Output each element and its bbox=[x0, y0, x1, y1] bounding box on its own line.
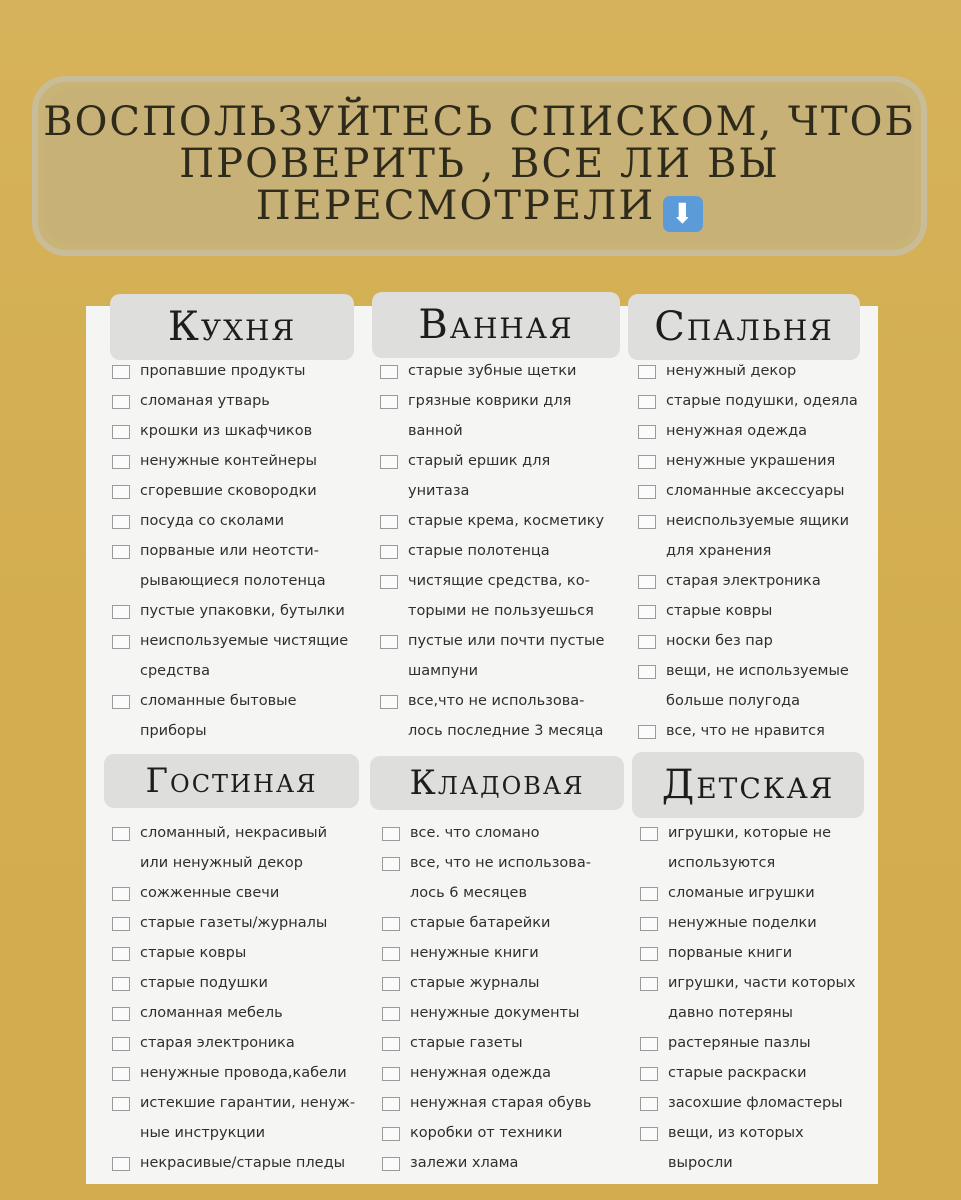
checkbox[interactable] bbox=[380, 515, 398, 529]
checklist-item-label: старые ковры bbox=[666, 603, 773, 619]
checklist-item-label: для хранения bbox=[666, 543, 772, 559]
checklist-item-label: сломанная мебель bbox=[140, 1005, 283, 1021]
checklist-item bbox=[638, 570, 878, 600]
checklist-item-label: старые ковры bbox=[140, 945, 247, 961]
kids-room-list bbox=[640, 822, 878, 1182]
down-arrow-icon: ⬇ bbox=[663, 196, 703, 232]
checklist-item-label: ненужные провода,кабели bbox=[140, 1065, 347, 1081]
checklist-item-label: неиспользуемые чистящие bbox=[140, 633, 349, 649]
section-title-kids-room: Детская bbox=[632, 752, 864, 818]
checklist-item bbox=[380, 510, 630, 540]
checkbox[interactable] bbox=[638, 515, 656, 529]
checklist-item bbox=[638, 720, 878, 750]
checkbox[interactable] bbox=[382, 947, 400, 961]
checklist-item-label: унитаза bbox=[408, 483, 470, 499]
checklist-item bbox=[640, 1152, 878, 1182]
checklist-item bbox=[638, 540, 878, 570]
checklist-item bbox=[112, 1002, 374, 1032]
checklist-item-label: сломаная утварь bbox=[140, 393, 270, 409]
checklist-item bbox=[112, 720, 372, 750]
checkbox[interactable] bbox=[112, 425, 130, 439]
checkbox[interactable] bbox=[380, 695, 398, 709]
checklist-item-label: средства bbox=[140, 663, 210, 679]
checklist-item bbox=[638, 360, 878, 390]
checklist-item-label: старые полотенца bbox=[408, 543, 550, 559]
checkbox[interactable] bbox=[112, 1007, 130, 1021]
checklist-item bbox=[640, 1002, 878, 1032]
checklist-item bbox=[112, 450, 372, 480]
checklist-item bbox=[382, 1122, 634, 1152]
checklist-item bbox=[382, 1062, 634, 1092]
indent-spacer bbox=[382, 887, 400, 901]
banner-line: ВОСПОЛЬЗУЙТЕСЬ СПИСКОМ, ЧТОБ bbox=[43, 98, 916, 145]
checklist-item-label: все, что не использова- bbox=[410, 855, 591, 871]
checklist-item-label: старые подушки, одеяла bbox=[666, 393, 858, 409]
checkbox[interactable] bbox=[382, 1157, 400, 1171]
checklist-item-label: засохшие фломастеры bbox=[668, 1095, 843, 1111]
checkbox[interactable] bbox=[638, 455, 656, 469]
checklist-item bbox=[638, 510, 878, 540]
checklist-item-label: вещи, не используемые bbox=[666, 663, 849, 679]
checklist-item bbox=[638, 660, 878, 690]
checklist-item bbox=[112, 690, 372, 720]
checklist-item bbox=[638, 390, 878, 420]
checklist-item bbox=[112, 390, 372, 420]
checklist-item-label: ненужные украшения bbox=[666, 453, 836, 469]
checklist-item-label: пропавшие продукты bbox=[140, 363, 306, 379]
checkbox[interactable] bbox=[112, 695, 130, 709]
checklist-item-label: больше полугода bbox=[666, 693, 801, 709]
checklist-item bbox=[640, 882, 878, 912]
checklist-item bbox=[640, 912, 878, 942]
checklist-item bbox=[112, 540, 372, 570]
checklist-item-label: пустые упаковки, бутылки bbox=[140, 603, 345, 619]
checklist-item-label: носки без пар bbox=[666, 633, 773, 649]
checklist-item-label: растеряные пазлы bbox=[668, 1035, 811, 1051]
checklist-item bbox=[112, 852, 374, 882]
checkbox[interactable] bbox=[112, 485, 130, 499]
checklist-item-label: старые батарейки bbox=[410, 915, 551, 931]
indent-spacer bbox=[640, 1007, 658, 1021]
checklist-item-label: используются bbox=[668, 855, 776, 871]
checklist-item bbox=[380, 420, 630, 450]
checklist-item-label: старая электроника bbox=[140, 1035, 295, 1051]
checkbox[interactable] bbox=[640, 827, 658, 841]
checklist-item bbox=[112, 1062, 374, 1092]
section-title-bedroom: Спальня bbox=[628, 294, 860, 360]
checkbox[interactable] bbox=[638, 725, 656, 739]
checklist-item-label: посуда со сколами bbox=[140, 513, 284, 529]
checkbox[interactable] bbox=[382, 1067, 400, 1081]
indent-spacer bbox=[380, 485, 398, 499]
checklist-item bbox=[382, 942, 634, 972]
checklist-item-label: сломанный, некрасивый bbox=[140, 825, 328, 841]
checklist-item bbox=[382, 1002, 634, 1032]
checklist-item bbox=[112, 1152, 374, 1182]
checkbox[interactable] bbox=[380, 395, 398, 409]
checklist-item bbox=[638, 630, 878, 660]
checklist-item-label: лось последние 3 месяца bbox=[408, 723, 604, 739]
checklist-item-label: торыми не пользуешься bbox=[408, 603, 594, 619]
checklist-item-label: сломанные аксессуары bbox=[666, 483, 845, 499]
checklist-item bbox=[382, 882, 634, 912]
checkbox[interactable] bbox=[112, 1097, 130, 1111]
checkbox[interactable] bbox=[380, 365, 398, 379]
checklist-item bbox=[640, 942, 878, 972]
checklist-item-label: истекшие гарантии, ненуж- bbox=[140, 1095, 356, 1111]
living-room-list bbox=[112, 822, 374, 1182]
checkbox[interactable] bbox=[638, 485, 656, 499]
checklist-item-label: ванной bbox=[408, 423, 463, 439]
checklist-item-label: лось 6 месяцев bbox=[410, 885, 527, 901]
checklist-item bbox=[112, 600, 372, 630]
checklist-item bbox=[640, 822, 878, 852]
checklist-item bbox=[638, 690, 878, 720]
checklist-item-label: ненужная одежда bbox=[410, 1065, 552, 1081]
indent-spacer bbox=[112, 725, 130, 739]
indent-spacer bbox=[112, 665, 130, 679]
checklist-item-label: старые журналы bbox=[410, 975, 540, 991]
checklist-item-label: неиспользуемые ящики bbox=[666, 513, 850, 529]
checkbox[interactable] bbox=[112, 455, 130, 469]
checklist-item bbox=[112, 972, 374, 1002]
checklist-item bbox=[640, 972, 878, 1002]
checkbox[interactable] bbox=[112, 947, 130, 961]
checklist-item bbox=[112, 420, 372, 450]
checklist-item bbox=[112, 882, 374, 912]
checklist-item-label: порваные книги bbox=[668, 945, 793, 961]
checklist-item-label: порваные или неотсти- bbox=[140, 543, 319, 559]
pantry-list bbox=[382, 822, 634, 1182]
checklist-item-label: все,что не использова- bbox=[408, 693, 585, 709]
checklist-item-label: сломанные бытовые bbox=[140, 693, 297, 709]
checklist-item bbox=[112, 912, 374, 942]
checklist-item-label: все, что не нравится bbox=[666, 723, 825, 739]
checklist-item bbox=[638, 450, 878, 480]
checkbox[interactable] bbox=[640, 887, 658, 901]
indent-spacer bbox=[640, 857, 658, 871]
checklist-item bbox=[380, 690, 630, 720]
indent-spacer bbox=[380, 665, 398, 679]
checkbox[interactable] bbox=[112, 887, 130, 901]
checklist-item-label: сожженные свечи bbox=[140, 885, 280, 901]
checkbox[interactable] bbox=[382, 1097, 400, 1111]
checkbox[interactable] bbox=[640, 1127, 658, 1141]
indent-spacer bbox=[380, 425, 398, 439]
checklist-item-label: сломаные игрушки bbox=[668, 885, 815, 901]
checklist-item bbox=[112, 942, 374, 972]
checkbox[interactable] bbox=[112, 395, 130, 409]
checklist-item-label: выросли bbox=[668, 1155, 733, 1171]
checkbox[interactable] bbox=[112, 605, 130, 619]
checklist-item bbox=[380, 540, 630, 570]
checkbox[interactable] bbox=[382, 977, 400, 991]
checklist-item bbox=[380, 630, 630, 660]
checklist-item bbox=[638, 480, 878, 510]
checkbox[interactable] bbox=[640, 947, 658, 961]
checkbox[interactable] bbox=[112, 1067, 130, 1081]
checkbox[interactable] bbox=[112, 365, 130, 379]
checklist-item bbox=[112, 822, 374, 852]
indent-spacer bbox=[380, 725, 398, 739]
checkbox[interactable] bbox=[640, 1037, 658, 1051]
checklist-item-label: ненужные поделки bbox=[668, 915, 817, 931]
checkbox[interactable] bbox=[638, 635, 656, 649]
checklist-item bbox=[382, 1152, 634, 1182]
section-title-pantry: Кладовая bbox=[370, 756, 624, 810]
indent-spacer bbox=[638, 695, 656, 709]
title-banner bbox=[32, 76, 927, 256]
checklist-item bbox=[382, 1032, 634, 1062]
checklist-item-label: старые крема, косметику bbox=[408, 513, 605, 529]
checklist-item-label: старый ершик для bbox=[408, 453, 551, 469]
indent-spacer bbox=[112, 575, 130, 589]
indent-spacer bbox=[112, 1127, 130, 1141]
checklist-item-label: давно потеряны bbox=[668, 1005, 793, 1021]
checkbox[interactable] bbox=[112, 977, 130, 991]
checklist-item-label: ненужные контейнеры bbox=[140, 453, 317, 469]
checkbox[interactable] bbox=[638, 425, 656, 439]
checklist-item-label: ненужный декор bbox=[666, 363, 797, 379]
checklist-item-label: все. что сломано bbox=[410, 825, 540, 841]
checkbox[interactable] bbox=[112, 1157, 130, 1171]
checklist-item bbox=[380, 480, 630, 510]
checkbox[interactable] bbox=[638, 365, 656, 379]
checkbox[interactable] bbox=[112, 635, 130, 649]
checklist-item-label: рывающиеся полотенца bbox=[140, 573, 326, 589]
checklist-item-label: ные инструкции bbox=[140, 1125, 266, 1141]
checkbox[interactable] bbox=[382, 1037, 400, 1051]
banner-line: ПРОВЕРИТЬ , ВСЕ ЛИ ВЫ bbox=[179, 140, 780, 187]
checklist-item bbox=[382, 1092, 634, 1122]
checklist-item bbox=[112, 510, 372, 540]
indent-spacer bbox=[640, 1157, 658, 1171]
checkbox[interactable] bbox=[638, 575, 656, 589]
checklist-item-label: старые раскраски bbox=[668, 1065, 807, 1081]
checklist-item bbox=[112, 360, 372, 390]
checklist-item bbox=[638, 420, 878, 450]
checklist-item bbox=[112, 660, 372, 690]
checklist-item bbox=[380, 450, 630, 480]
checklist-item-label: игрушки, части которых bbox=[668, 975, 856, 991]
bedroom-list bbox=[638, 360, 878, 750]
checklist-item-label: старая электроника bbox=[666, 573, 821, 589]
checklist-item-label: залежи хлама bbox=[410, 1155, 519, 1171]
banner-text bbox=[43, 98, 916, 232]
checklist-item bbox=[380, 390, 630, 420]
checklist-item bbox=[380, 570, 630, 600]
checklist-item-label: крошки из шкафчиков bbox=[140, 423, 313, 439]
banner-line: ПЕРЕСМОТРЕЛИ ⬇ bbox=[43, 185, 916, 232]
checklist-item-label: ненужная старая обувь bbox=[410, 1095, 592, 1111]
checkbox[interactable] bbox=[638, 665, 656, 679]
checklist-item bbox=[382, 852, 634, 882]
checkbox[interactable] bbox=[112, 545, 130, 559]
checklist-item-label: приборы bbox=[140, 723, 207, 739]
checkbox[interactable] bbox=[380, 455, 398, 469]
checklist-item bbox=[380, 360, 630, 390]
checklist-item bbox=[640, 1062, 878, 1092]
checkbox[interactable] bbox=[112, 917, 130, 931]
checklist-item-label: шампуни bbox=[408, 663, 479, 679]
section-title-bathroom: Ванная bbox=[372, 292, 620, 358]
checklist-item bbox=[380, 660, 630, 690]
checklist-item-label: или ненужный декор bbox=[140, 855, 303, 871]
checkbox[interactable] bbox=[382, 857, 400, 871]
checklist-item bbox=[382, 912, 634, 942]
checklist-item bbox=[640, 1122, 878, 1152]
checkbox[interactable] bbox=[640, 1097, 658, 1111]
checkbox[interactable] bbox=[640, 1067, 658, 1081]
checklist-item-label: старые подушки bbox=[140, 975, 268, 991]
checklist-item bbox=[112, 480, 372, 510]
checkbox[interactable] bbox=[112, 515, 130, 529]
checklist-item-label: грязные коврики для bbox=[408, 393, 572, 409]
checklist-item bbox=[112, 1122, 374, 1152]
checklist-item-label: сгоревшие сковородки bbox=[140, 483, 317, 499]
checklist-item bbox=[112, 630, 372, 660]
checklist-item bbox=[112, 1092, 374, 1122]
checklist-item-label: коробки от техники bbox=[410, 1125, 563, 1141]
checkbox[interactable] bbox=[382, 827, 400, 841]
checkbox[interactable] bbox=[640, 917, 658, 931]
checklist-item-label: пустые или почти пустые bbox=[408, 633, 605, 649]
indent-spacer bbox=[380, 605, 398, 619]
checklist-item bbox=[640, 1092, 878, 1122]
checkbox[interactable] bbox=[638, 605, 656, 619]
checklist-item bbox=[638, 600, 878, 630]
checklist-item bbox=[380, 600, 630, 630]
checklist-item-label: ненужные документы bbox=[410, 1005, 580, 1021]
checkbox[interactable] bbox=[380, 545, 398, 559]
checkbox[interactable] bbox=[112, 827, 130, 841]
checkbox[interactable] bbox=[112, 1037, 130, 1051]
checklist-item bbox=[640, 1032, 878, 1062]
bathroom-list bbox=[380, 360, 630, 750]
checkbox[interactable] bbox=[638, 395, 656, 409]
checklist-item-label: старые зубные щетки bbox=[408, 363, 577, 379]
kitchen-list bbox=[112, 360, 372, 750]
checkbox[interactable] bbox=[382, 917, 400, 931]
section-title-kitchen: Кухня bbox=[110, 294, 354, 360]
checklist-item bbox=[640, 852, 878, 882]
checklist-item-label: старые газеты/журналы bbox=[140, 915, 328, 931]
checklist-item-label: игрушки, которые не bbox=[668, 825, 832, 841]
checkbox[interactable] bbox=[382, 1007, 400, 1021]
checkbox[interactable] bbox=[380, 575, 398, 589]
checklist-item-label: некрасивые/старые пледы bbox=[140, 1155, 346, 1171]
section-title-living-room: Гостиная bbox=[104, 754, 359, 808]
indent-spacer bbox=[638, 545, 656, 559]
checklist-sheet bbox=[86, 302, 878, 1184]
checklist-item bbox=[380, 720, 630, 750]
checklist-item-label: чистящие средства, ко- bbox=[408, 573, 590, 589]
checkbox[interactable] bbox=[382, 1127, 400, 1141]
checklist-item bbox=[382, 822, 634, 852]
checklist-item bbox=[112, 570, 372, 600]
checklist-item-label: ненужные книги bbox=[410, 945, 539, 961]
checklist-item-label: вещи, из которых bbox=[668, 1125, 804, 1141]
checklist-item-label: ненужная одежда bbox=[666, 423, 808, 439]
checkbox[interactable] bbox=[380, 635, 398, 649]
indent-spacer bbox=[112, 857, 130, 871]
checklist-item-label: старые газеты bbox=[410, 1035, 523, 1051]
checklist-item bbox=[112, 1032, 374, 1062]
checkbox[interactable] bbox=[640, 977, 658, 991]
checklist-item bbox=[382, 972, 634, 1002]
